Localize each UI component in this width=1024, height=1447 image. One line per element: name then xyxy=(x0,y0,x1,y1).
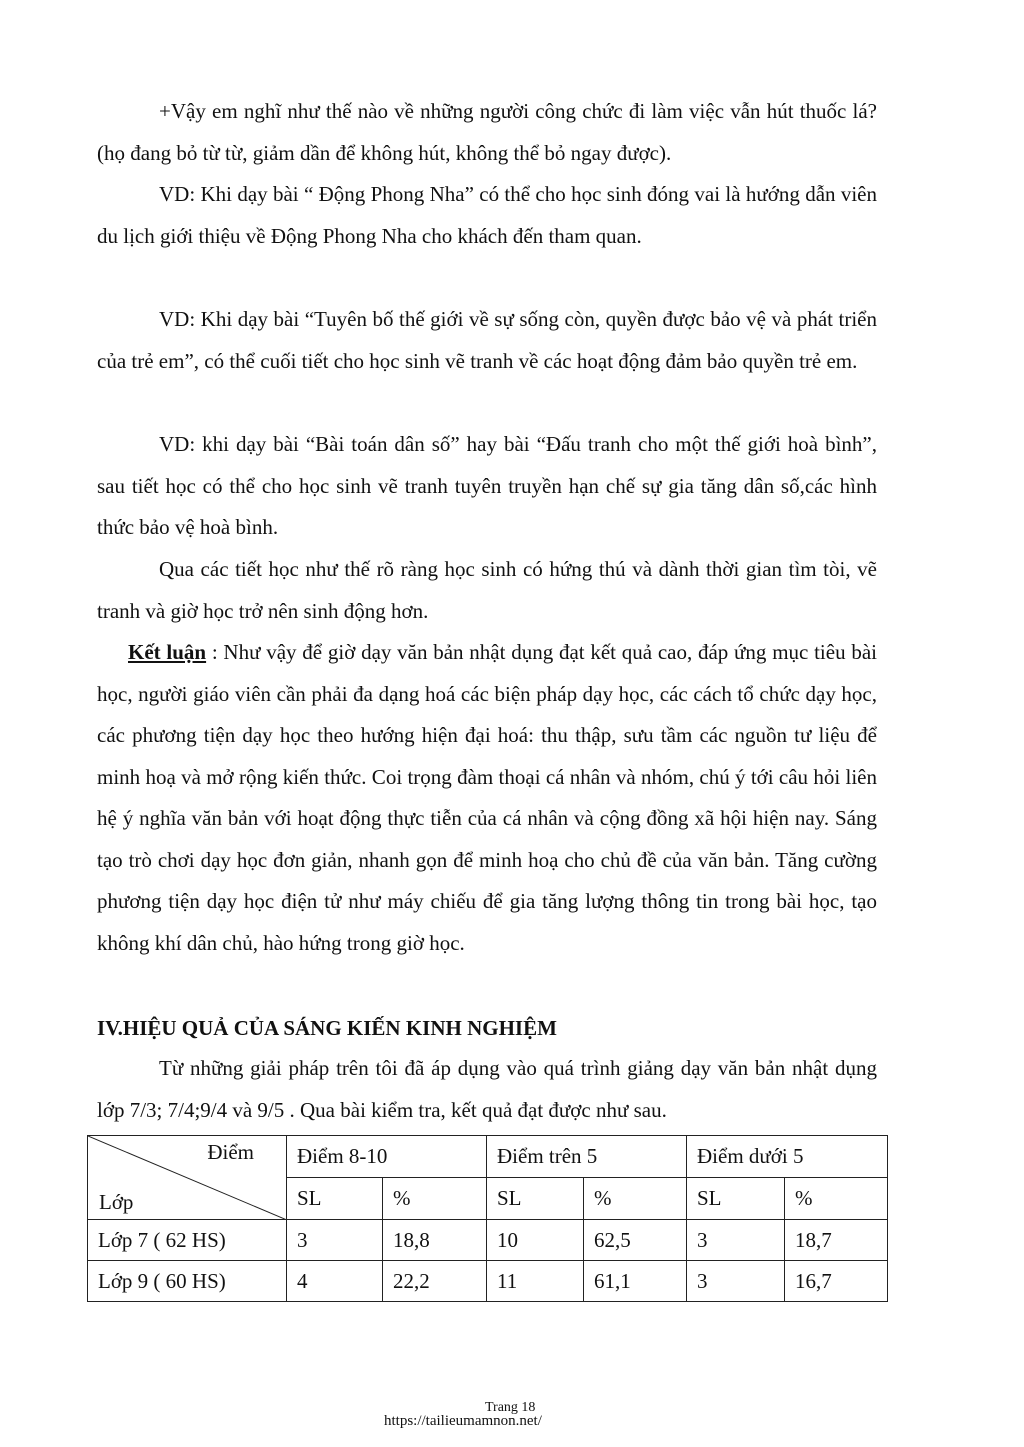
table-cell: 16,7 xyxy=(785,1261,888,1302)
table-row xyxy=(88,1261,888,1302)
source-url: https://tailieumamnon.net/ xyxy=(384,1413,542,1429)
paragraph-population: VD: khi dạy bài “Bài toán dân số” hay bài “Đấu tranh cho một thế giới hoà bình”, sau tiết học có thể cho học sinh vẽ tranh tuyên truyền hạn chế sự gia tăng dân số,các hình thức bảo vệ hoà bình. xyxy=(97,432,877,539)
table-cell: 18,7 xyxy=(785,1220,888,1261)
page-number: Trang 18 xyxy=(485,1400,536,1415)
corner-label-class: Lớp xyxy=(99,1190,134,1214)
row-label: Lớp 9 ( 60 HS) xyxy=(88,1261,287,1302)
corner-label-score: Điểm xyxy=(207,1140,254,1164)
table-header-row xyxy=(88,1136,888,1178)
subheader-cell: SL xyxy=(687,1178,785,1220)
table-corner-cell xyxy=(88,1136,287,1220)
section-heading: IV.HIỆU QUẢ CỦA SÁNG KIẾN KINH NGHIỆM xyxy=(97,1016,557,1040)
conclusion-label: Kết luận xyxy=(128,640,207,664)
table-row xyxy=(88,1220,888,1261)
table-cell: 11 xyxy=(487,1261,584,1302)
subheader-cell: % xyxy=(584,1178,687,1220)
results-table xyxy=(87,1135,888,1302)
table-cell: 10 xyxy=(487,1220,584,1261)
table-cell: 62,5 xyxy=(584,1220,687,1261)
conclusion-text: : Như vậy để giờ dạy văn bản nhật dụng đạt kết quả cao, đáp ứng mục tiêu bài học, người giáo viên cần phải đa dạng hoá các biện pháp dạy học, các cách tổ chức dạy học, các phương tiện dạy học theo hướng hiện đại hoá: thu thập, sưu tầm các nguồn tư liệu để minh hoạ và mở rộng kiến thức. Coi trọng đàm thoại cá nhân và nhóm, chú ý tới câu hỏi liên hệ ý nghĩa văn bản với hoạt động thực tiễn của cá nhân và cộng đồng xã hội hiện nay. Sáng tạo trò chơi dạy học đơn giản, nhanh gọn để minh hoạ cho chủ đề của văn bản. Tăng cường phương tiện dạy học điện tử như máy chiếu để gia tăng lượng thông tin trong bài học, tạo không khí dân chủ, hào hứng trong giờ học. xyxy=(97,640,877,955)
table-cell: 18,8 xyxy=(383,1220,487,1261)
group-header-above-5: Điểm trên 5 xyxy=(487,1136,687,1178)
row-label: Lớp 7 ( 62 HS) xyxy=(88,1220,287,1261)
subheader-cell: % xyxy=(383,1178,487,1220)
table-cell: 3 xyxy=(687,1261,785,1302)
group-header-8-10: Điểm 8-10 xyxy=(287,1136,487,1178)
paragraph-children-rights: VD: Khi dạy bài “Tuyên bố thế giới về sự sống còn, quyền được bảo vệ và phát triển của trẻ em”, có thể cuối tiết cho học sinh vẽ tranh về các hoạt động đảm bảo quyền trẻ em. xyxy=(97,307,877,373)
paragraph-smoking: +Vậy em nghĩ như thế nào về những người công chức đi làm việc vẫn hút thuốc lá? (họ đang bỏ từ từ, giảm dần để không hút, không thể bỏ ngay được). xyxy=(97,99,877,165)
subheader-cell: SL xyxy=(487,1178,584,1220)
conclusion-paragraph xyxy=(97,632,877,964)
table-cell: 4 xyxy=(287,1261,383,1302)
group-header-below-5: Điểm dưới 5 xyxy=(687,1136,888,1178)
paragraph-intro: Từ những giải pháp trên tôi đã áp dụng vào quá trình giảng dạy văn bản nhật dụng lớp 7/3; 7/4;9/4 và 9/5 . Qua bài kiểm tra, kết quả đạt được như sau. xyxy=(97,1056,877,1122)
paragraph-interest: Qua các tiết học như thế rõ ràng học sinh có hứng thú và dành thời gian tìm tòi, vẽ tranh và giờ học trở nên sinh động hơn. xyxy=(97,557,877,623)
paragraph-phong-nha: VD: Khi dạy bài “ Động Phong Nha” có thể cho học sinh đóng vai là hướng dẫn viên du lịch giới thiệu về Động Phong Nha cho khách đến tham quan. xyxy=(97,182,877,248)
subheader-cell: SL xyxy=(287,1178,383,1220)
subheader-cell: % xyxy=(785,1178,888,1220)
table-cell: 3 xyxy=(687,1220,785,1261)
table-cell: 3 xyxy=(287,1220,383,1261)
table-cell: 61,1 xyxy=(584,1261,687,1302)
table-cell: 22,2 xyxy=(383,1261,487,1302)
